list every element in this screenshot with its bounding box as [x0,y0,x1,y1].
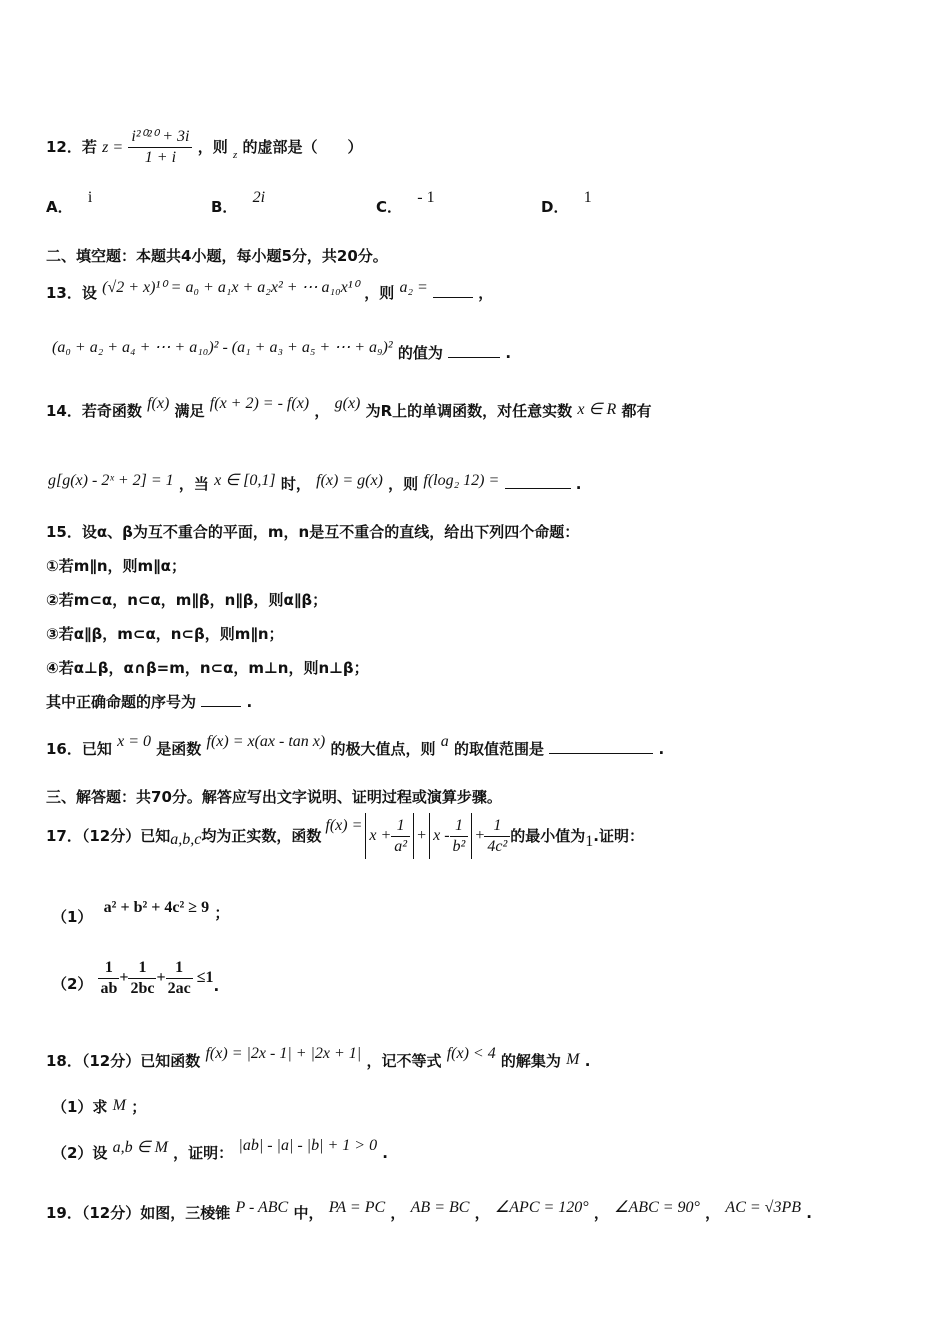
q18-dot-2: . [382,1144,388,1162]
q17-part-2 [52,954,219,1002]
numerator: 1 [484,816,510,837]
q19-cond-4: ∠ABC = 90° [614,1199,700,1216]
q12-z-small: z [232,149,238,161]
q17-frac-2 [450,816,469,857]
q14-text: 满足 [174,402,205,420]
denominator: 2ac [167,979,191,997]
option-label: C． [376,198,403,216]
q18-number: 18．（12分）已知函数 [46,1052,201,1070]
q17-text-2: 的最小值为 [510,827,586,845]
q19-sep: ， [390,1204,406,1222]
q13-expansion: (√2 + x)¹⁰ = a₀ + a₁x + a₂x² + ⋯ a₁₀x¹⁰ [102,279,359,296]
q16-x0: x = 0 [117,733,152,750]
q14-f-eq-g: f(x) = g(x) [316,472,383,489]
q17-part-1 [52,899,230,926]
q19-number: 19．（12分）如图，三棱锥 [46,1204,231,1222]
q14-number: 14．若奇函数 [46,402,142,420]
option-value: - 1 [417,189,435,206]
q12-denominator: 1 + i [144,149,177,166]
q13-text-2: 的值为 [397,344,443,362]
q19-dot: . [806,1204,812,1222]
q12-option-a[interactable] [46,189,93,218]
q12-text-2: 的虚部是（ ） [242,138,363,156]
q18-part-2 [52,1137,388,1164]
q13-blank-2[interactable] [448,343,500,358]
q14-g-equation: g[g(x) - 2ˣ + 2] = 1 [48,472,174,489]
option-label: D． [541,198,569,216]
part-label: （2） [52,975,93,993]
numerator: 1 [391,816,410,837]
q16-blank[interactable] [549,739,653,754]
option-value: 1 [583,189,592,206]
q14-line-2 [48,474,581,495]
q13-number: 13．设 [46,284,97,302]
q17-number: 17．（12分）已知 [46,827,171,845]
q18-set-m: M [112,1097,126,1114]
q18-function: f(x) = |2x - 1| + |2x + 1| [205,1045,362,1062]
option-label: B． [211,198,238,216]
abs-bar [413,813,414,859]
q15-stem: 15．设α、β为互不重合的平面，m，n是互不重合的直线，给出下列四个命题： [46,523,580,541]
q12-text: ，则 [197,138,228,156]
section-3-title: 三、解答题：共70分。解答应写出文字说明、证明过程或演算步骤。 [46,788,502,806]
q13-text: ，则 [364,284,395,302]
q15-item-4: ④若α⊥β，α∩β=m，n⊂α，m⊥n，则n⊥β； [46,659,369,677]
q15-item-1: ①若m∥n，则m∥α； [46,557,186,575]
q19-pyramid: P - ABC [235,1199,289,1216]
option-value: i [87,189,93,206]
q17-stem [46,812,644,860]
q12-fraction [128,127,192,168]
q16-dot: . [658,740,665,758]
denominator: a² [394,837,408,855]
q19-sep: ， [705,1204,721,1222]
abs-bar [471,813,472,859]
denominator: b² [452,837,466,855]
numerator: 1 [98,958,119,979]
plus-sign: + [156,969,166,986]
q14-text-2: 为R上的单调函数，对任意实数 [365,402,573,420]
q16-a: a [440,733,449,750]
q19-text: 中， [293,1204,324,1222]
q15-ask [46,692,252,712]
q13-line-2 [52,339,512,364]
q16-number: 16．已知 [46,740,112,758]
part-label: （2）设 [52,1144,108,1162]
q14-blank[interactable] [505,474,571,489]
q17-dot: . [213,977,220,995]
q14-line-1 [46,395,652,422]
q17-frac-2bc [128,958,156,999]
q13-expression: (a₀ + a₂ + a₄ + ⋯ + a₁₀)² - (a₁ + a₃ + a₅ + ⋯ + a₉)² [52,339,393,356]
q18-ab-in-m: a,b ∈ M [112,1139,168,1156]
q14-text-3: 都有 [621,402,652,420]
q13-comma: ， [478,284,494,302]
q14-x-in-r: x ∈ R [577,401,617,418]
q12-z-var: z = [102,139,124,156]
q19-cond-5: AC = √3PB [725,1199,801,1216]
q18-dot: . [584,1052,591,1070]
q14-query: f(log₂ 12) = [423,472,500,489]
q14-condition: f(x + 2) = - f(x) [209,395,310,412]
q14-domain: x ∈ [0,1] [214,472,276,489]
q15-item-2: ②若m⊂α，n⊂α，m∥β，n∥β，则α∥β； [46,591,328,609]
q16-text-3: 的取值范围是 [453,740,544,758]
q14-text-4: ，当 [178,475,209,493]
q16-text-2: 的极大值点，则 [330,740,436,758]
abs-bar [365,813,366,859]
q14-text-6: ，则 [388,475,419,493]
q15-blank[interactable] [201,692,241,707]
q16-text: 是函数 [156,740,202,758]
q18-inequality-2: |ab| - |a| - |b| + 1 > 0 [238,1137,378,1154]
q19-stem [46,1199,812,1224]
denominator: 2bc [130,979,155,997]
q14-g: g(x) [334,395,361,412]
q18-part-1 [52,1097,146,1118]
q17-text-3: .证明： [593,827,644,845]
q16-function: f(x) = x(ax - tan x) [206,733,326,750]
q18-set-m: M [566,1051,580,1068]
q18-inequality: f(x) < 4 [446,1045,496,1062]
q18-semicolon: ； [131,1098,147,1116]
option-value: 2i [252,189,266,206]
q19-sep: ， [593,1204,609,1222]
q17-frac-2ac [166,958,193,999]
q17-text: 均为正实数，函数 [201,827,322,845]
q19-sep: ， [474,1204,490,1222]
section-2-title: 二、填空题：本题共4小题，每小题5分，共20分。 [46,247,388,265]
q17-frac-1 [391,816,410,857]
q12-option-b[interactable] [211,189,266,218]
plus-sign: + [119,969,129,986]
q18-text: ，记不等式 [366,1052,442,1070]
q18-stem [46,1045,591,1072]
option-label: A． [46,198,73,216]
q17-frac-ab [98,958,119,999]
denominator: ab [100,979,118,997]
q14-comma: ， [314,402,330,420]
abs-bar [429,813,430,859]
q18-text-3: ，证明： [173,1144,234,1162]
q19-cond-3: ∠APC = 120° [494,1199,589,1216]
numerator: 1 [450,816,469,837]
q12-option-d[interactable] [541,189,592,218]
numerator: 1 [166,958,193,979]
q13-line-1 [46,279,494,304]
q17-inequality-1: a² + b² + 4c² ≥ 9 [103,899,210,916]
denominator: 4c² [487,837,508,855]
q17-semicolon: ； [214,904,230,922]
q17-abc: a,b,c [170,831,202,848]
part-label: （1） [52,908,93,926]
q14-dot: . [575,475,582,493]
q12-stem [46,127,363,168]
plus-sign: + [475,827,485,844]
q14-text-5: 时， [280,475,311,493]
q17-le-one: ≤1 [196,969,214,986]
q19-cond-2: AB = BC [410,1199,470,1216]
plus-sign: + [417,827,427,844]
q13-blank-1[interactable] [433,283,473,298]
q17-frac-3 [484,816,510,857]
q12-numerator: i²⁰²⁰ + 3i [128,127,192,148]
q18-text-2: 的解集为 [500,1052,561,1070]
numerator: 1 [128,958,156,979]
q16-stem [46,733,665,760]
q17-term-2: x - [433,827,450,844]
q15-dot: . [246,693,253,711]
q17-term-1: x + [369,827,392,844]
q14-f: f(x) [147,395,170,412]
q12-option-c[interactable] [376,189,435,218]
q13-a2: a₂ = [399,279,428,296]
q15-item-3: ③若α∥β，m⊂α，n⊂β，则m∥n； [46,625,284,643]
q17-min-value: 1 [585,833,594,850]
part-label: （1）求 [52,1098,108,1116]
q17-fx: f(x) = [325,817,363,834]
q12-number: 12．若 [46,138,97,156]
q19-cond-1: PA = PC [328,1199,386,1216]
q15-ask-text: 其中正确命题的序号为 [46,693,197,711]
q13-dot: . [505,344,512,362]
